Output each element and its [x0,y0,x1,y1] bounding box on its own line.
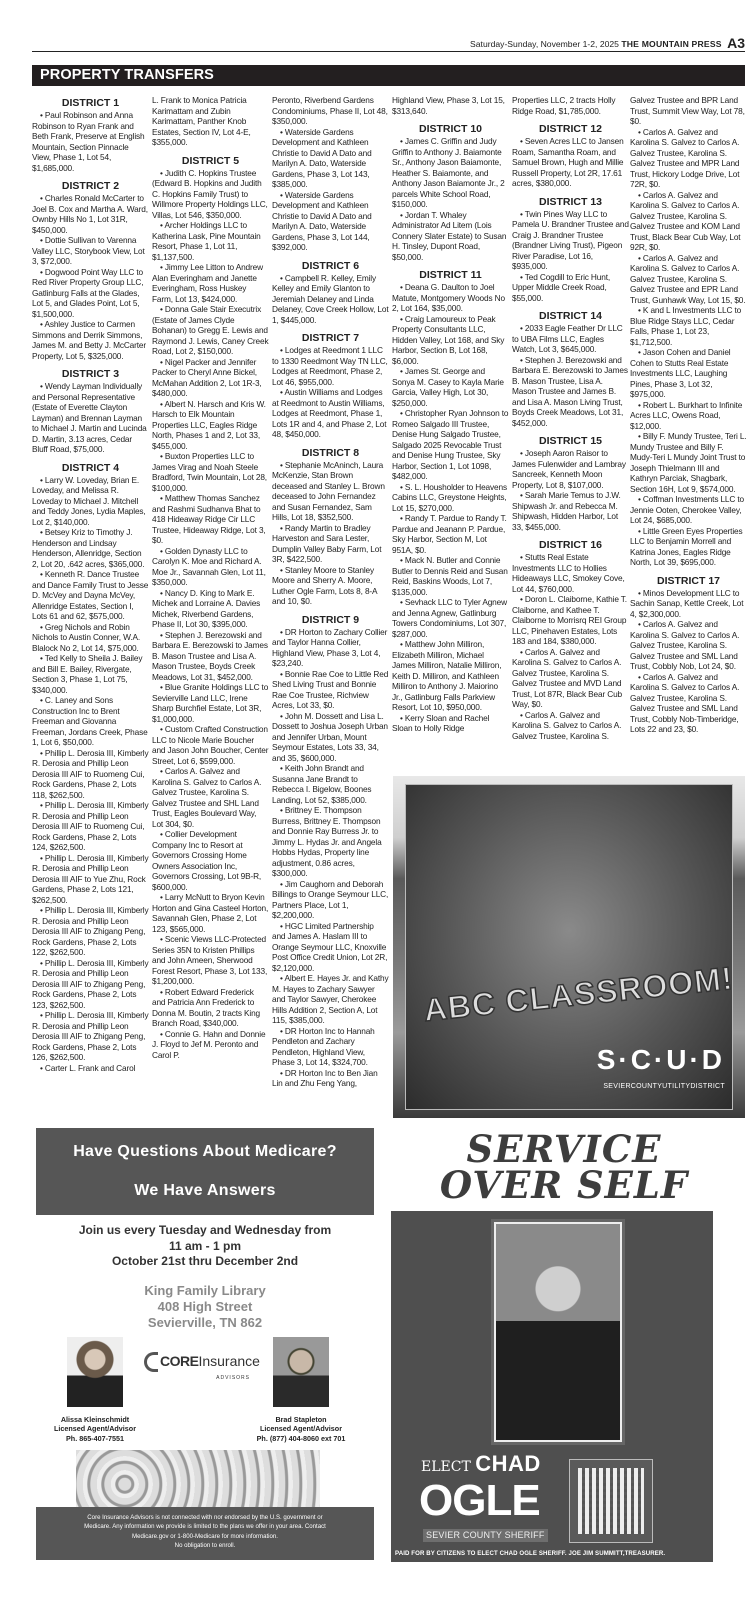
transfer-entry: • Paul Robinson and Anna Robinson to Ryan Frank and Beth Frank, Preserve at English Mountain, Section Pinnacle View, Phase 1, Lot 54, $1,685,000. [32,110,149,173]
transfer-entry: • Stephen J. Berezowski and Barbara E. Berezowski to James B. Mason Trustee and Lisa A. Mason Trustee, Boyds Creek Meadows, Lot 31, $452,000. [152,630,269,683]
transfer-entry: • Carlos A. Galvez and Karolina S. Galvez to Carlos A. Galvez Trustee, Karolina S. Galvez Trustee and MPR Land Trust, Hickory Lodge Drive, Lot 72R, $0. [630,127,747,190]
agent-title: Licensed Agent/Advisor [259,1424,342,1434]
transfer-entry: • Carlos A. Galvez and Karolina S. Galvez to Carlos A. Galvez Trustee, Karolina S. Galvez Trustee and SHL Land Trust, Eagles Boulevard Way, Lot 304, $0. [152,766,269,829]
schedule-line: October 21st thru December 2nd [111,1254,299,1268]
transfer-entry: • Blue Granite Holdings LLC to Sevierville Land LLC, Irene Sharp Burchfiel Estate, Lot 3R, $1,000,000. [152,682,269,724]
campaign-slogan [383,1127,745,1207]
transfer-entry: • Archer Holdings LLC to Katherina Lask, Pine Mountain Resort, Phase 1, Lot 11, $1,137,500. [152,220,269,262]
agent-info [30,1415,160,1443]
transfer-entry: • Matthew John Milliron, Elizabeth Milliron, Michael James Milliron, Natalie Milliron, Keith D. Milliron, and Kathleen Milliron to Anthony J. Maiorino Jr., Gatlinburg Falls Parkview Resort, Lot 10, $950,000. [392,639,509,713]
paper-name: THE MOUNTAIN PRESS [621,39,722,49]
slogan-line: SERVICE [466,1127,662,1171]
qr-code[interactable] [569,1459,653,1543]
transfer-entry: • S. L. Housholder to Heavens Cabins LLC, Greystone Heights, Lot 15, $270,000. [392,482,509,514]
transfer-entry: • Phillip L. Derosia III, Kimberly R. Derosia and Phillip Leon Derosia III AIF to Yue Zhu, Rock Gardens, Phase 2, Lots 121, $262,500. [32,853,149,906]
scud-classroom-photo [393,776,745,1118]
transfer-entry: • Sevhack LLC to Tyler Agnew and Jenna Agnew, Gatlinburg Towers Condominiums, Lot 307, $287,000. [392,597,509,639]
agent-name: Alissa Kleinschmidt [60,1415,130,1424]
district-heading: DISTRICT 9 [301,613,360,626]
district-heading: DISTRICT 1 [61,97,120,109]
transfer-entry: • Waterside Gardens Development and Kathleen Christie to David A Dato and Marilyn A. Dato, Waterside Gardens, Phase 3, Lot 144, $392,000. [272,190,389,253]
classroom-sign: ABC CLASSROOM! [421,959,735,1029]
transfer-entry: • Golden Dynasty LLC to Carolyn K. Moe and Richard A. Moe Jr., Savannah Glen, Lot 11, $350,000. [152,546,269,588]
agent-name: Brad Stapleton [275,1415,327,1424]
transfer-entry: • Carlos A. Galvez and Karolina S. Galvez to Carlos A. Galvez Trustee, Karolina S. Galvez Trustee and SML Land Trust, Cobbly Nob, Lot 24, $0. [630,619,747,672]
event-location [36,1283,374,1331]
transfer-entry: • DR Horton to Zachary Collier and Taylor Hanna Collier, Highland View, Phase 3, Lot 4, $23,240. [272,627,389,669]
disclaimer-line: Medicare.gov or 1-800-Medicare for more information. [132,1532,278,1540]
page-number: A3 [727,35,745,51]
transfer-entry: • Phillip L. Derosia III, Kimberly R. Derosia and Phillip Leon Derosia III AIF to Zhigang Peng, Rock Gardens, Phase 2, Lots 123, $262,500. [32,958,149,1011]
transfer-entry: • Carlos A. Galvez and Karolina S. Galvez to Carlos A. Galvez Trustee, Karolina S. Galvez Trustee and MVD Land Trust, Lot 87R, Black Bear Cub Way, $0. [512,647,629,710]
transfer-entry: • Mack N. Butler and Connie Butler to Dennis Reid and Susan Reid, Baskins Woods, Lot 7, $135,000. [392,555,509,597]
transfer-entry: • Campbell R. Kelley, Emily Kelley and Emily Glanton to Jeremiah Delaney and Linda Delaney, Cove Creek Hollow, Lot 1, $445,000. [272,273,389,326]
transfer-entry: • Dogwood Point Way LLC to Red River Property Group LLC, Gatlinburg Falls at the Glades, Lot 5, and Glades Point, Lot 5, $1,500,000. [32,267,149,320]
transfer-entry: • Kerry Sloan and Rachel Sloan to Holly Ridge [392,713,509,734]
transfer-entry: • Greg Nichols and Robin Nichols to Austin Conner, W.A. Blalock No 2, Lot 14, $75,000. [32,622,149,654]
text-column [272,95,389,1125]
district-heading: DISTRICT 8 [301,446,360,459]
district-heading: DISTRICT 17 [656,574,720,587]
transfer-entry: • Betsey Kriz to Timothy J. Henderson and Lindsay Henderson, Allenridge, Section 2, Lot 20, .642 acres, $365,000. [32,527,149,569]
agent-phone: Ph. (877) 404-8060 ext 701 [256,1433,346,1443]
transfer-entry: • Carlos A. Galvez and Karolina S. Galvez to Carlos A. Galvez Trustee, Karolina S. Galvez Trustee and SML Land Trust, Cobbly Nob-Timberidge, Lots 22 and 23, $0. [630,672,747,735]
elect-word: ELECT [421,1459,471,1475]
transfer-entry: • Robert L. Burkhart to Infinite Acres LLC, Owens Road, $12,000. [630,400,747,432]
transfer-entry: Peronto, Riverbend Gardens Condominiums, Phase II, Lot 48, $350,000. [272,95,388,126]
district-heading: DISTRICT 12 [538,123,602,135]
transfer-entry: • Ashley Justice to Carmen Simmons and Derrik Simmons, James M. and Betty J. McCarter Property, Lot 5, $325,000. [32,319,149,361]
medicare-ad [36,1128,374,1560]
transfer-entry: • Connie G. Hahn and Donnie J. Floyd to Jef M. Peronto and Carol P. [152,1029,269,1061]
transfer-entry: • Custom Crafted Construction LLC to Nicole Marie Boucher and Jason John Boucher, Center Street, Lot 6, $599,000. [152,724,269,766]
transfer-entry: • Phillip L. Derosia III, Kimberly R. Derosia and Phillip Leon Derosia III AIF to Ruomeng Cui, Rock Gardens, Phase 2, Lots 124, $262,500. [32,800,149,853]
sheriff-campaign-ad [383,1125,745,1562]
transfer-entry: • Carter L. Frank and Carol [32,1063,149,1074]
transfer-entry: • Albert N. Harsch and Kris W. Harsch to Elk Mountain Properties LLC, Eagles Ridge North, Phases 1 and 2, Lot 33, $455,000. [152,399,269,452]
text-column [630,95,747,775]
district-heading: DISTRICT 6 [301,259,360,272]
transfer-entry: • Jimmy Lee Litton to Andrew Alan Everingham and Janette Everingham, Ross Huskey Farm, Lot 13, $424,000. [152,262,269,304]
district-heading: DISTRICT 11 [419,269,482,281]
agent-photo [273,1337,329,1407]
transfer-entry: • Sarah Marie Temus to J.W. Shipwash Jr. and Rebecca M. Shipwash, Hidden Harbor, Lot 33, $455,000. [512,490,629,532]
transfer-entry: • James St. George and Sonya M. Casey to Kayla Marie Garcia, Valley High, Lot 30, $250,000. [392,366,509,408]
transfer-entry: • Christopher Ryan Johnson to Romeo Salgado III Trustee, Denise Hung Salgado Trustee, Salgado 2025 Revocable Trust and Denise Hung Trustee, Sky Harbor, Section 1, Lot 1098, $482,000. [392,408,509,482]
schedule-line: 11 am - 1 pm [168,1238,242,1253]
campaign-panel [391,1211,713,1562]
transfer-entry: • Judith C. Hopkins Trustee (Edward B. Hopkins and Judith C. Hopkins Family Trust) to Willmore Property Holdings LLC, Villas, Lot 546, $350,000. [152,168,269,221]
transfer-entry: • Jason Cohen and Daniel Cohen to Stutts Real Estate Investments LLC, Laughing Pines, Phase 3, Lot 32, $975,000. [630,347,747,400]
transfer-entry: • John M. Dossett and Lisa L. Dossett to Joshua Joseph Urban and Jennifer Urban, Mount Seymour Estates, Lots 33, 34, and 35, $600,000. [272,711,389,764]
transfer-entry: • James C. Griffin and Judy Griffin to Anthony J. Baiamonte Sr., Anthony Jason Baiamonte, Heather S. Baiamonte, and Anthony Jason Baiamonte Jr., 2 parcels White School Road, $150,000. [392,136,509,210]
transfer-entry: • Jordan T. Whaley Administrator Ad Litem (Lois Connery Slater Estate) to Susan H. Tinsley, Dupont Road, $50,000. [392,210,509,263]
disclaimer-line: Medicare. Any information we provide is limited to the plans we offer in your area. Contact [84,1523,326,1531]
transfer-entry: • Phillip L. Derosia III, Kimberly R. Derosia and Phillip Leon Derosia III AIF to Ruomeng Cui, Rock Gardens, Phase 2, Lots 118, $262,500. [32,748,149,801]
district-heading: DISTRICT 7 [301,332,360,344]
candidate-first-name: CHAD [475,1451,541,1476]
disclaimer-line: No obligation to enroll. [174,1541,236,1549]
section-title: PROPERTY TRANSFERS [32,65,745,86]
text-column [32,95,149,1125]
transfer-entry: • Dottie Sullivan to Varenna Valley LLC, Storybook View, Lot 3, $72,000. [32,235,149,267]
transfer-entry: • Stephen J. Berezowski and Barbara E. Berezowski to James B. Mason Trustee, Lisa A. Mason Trustee and James B. and Lisa A. Mason Living Trust, Boyds Creek Meadows, Lot 31, $452,000. [512,355,629,429]
medicare-headline: Have Questions About Medicare? [73,1143,337,1160]
transfer-entry: • Carlos A. Galvez and Karolina S. Galvez to Carlos A. Galvez Trustee, Karolina S. Galvez Trustee and KOM Land Trust, Black Bear Cub Way, Lot 92R, $0. [630,190,747,253]
scud-logo-subtitle: SEVIERCOUNTYUTILITYDISTRICT [603,1083,725,1090]
transfer-entry: • Coffman Investments LLC to Jennie Ooten, Cherokee Valley, Lot 24, $685,000. [630,494,747,526]
transfer-entry: • Stutts Real Estate Investments LLC to Hollies Hideaways LLC, Smokey Cove, Lot 44, $760,000. [512,552,629,594]
transfer-entry: • DR Horton Inc to Ben Jian Lin and Zhu Feng Yang, [272,1068,389,1089]
agent-photo [67,1337,123,1407]
disclaimer-line: Core Insurance Advisors is not connected with nor endorsed by the U.S. government or [87,1514,323,1521]
transfer-entry: • Seven Acres LLC to Jansen Roam, Samantha Roam, and Samuel Brown, Hugh and Millie Russell Property, Lot 2R, 17.61 acres, $380,000. [512,136,629,189]
candidate-photo [491,1219,625,1445]
transfer-entry: • DR Horton Inc to Hannah Pendleton and Zachary Pendleton, Highland View, Phase 3, Lot 14, $324,700. [272,1026,389,1068]
text-column [392,95,509,775]
transfer-entry: • HGC Limited Partnership and James A. Haslam III to Orange Seymour LLC, Knoxville Post Office Credit Union, Lot 2R, $2,120,000. [272,921,389,974]
location-line: 408 High Street [157,1298,253,1314]
medicare-subhead: We Have Answers [134,1182,276,1199]
transfer-entry: • Scenic Views LLC-Protected Series 35N to Kristen Phillips and John Ameen, Sherwood Forest Resort, Phase 3, Lot 133, $1,200,000. [152,934,269,987]
transfer-entry: • Stanley Moore to Stanley Moore and Sherry A. Moore, Luther Ogle Farm, Lots 8, 8-A and 10, $0. [272,565,389,607]
text-column [152,95,269,1125]
transfer-entry: • Craig Lamoureux to Peak Property Consultants LLC, Hidden Valley, Lot 168, and Sky Harbor, Section B, Lot 168, $6,000. [392,314,509,367]
transfer-entry: • Nigel Packer and Jennifer Packer to Cheryl Anne Bickel, McMahan Addition 2, Lot 1R-3, $480,000. [152,357,269,399]
agent-title: Licensed Agent/Advisor [53,1424,136,1434]
transfer-entry: • Brittney E. Thompson Burress, Brittney E. Thompson and Donnie Ray Burress Jr. to Jimmy L. Hydas Jr. and Angela Hobbs Hydas, Property line adjustment, 0.86 acres, $300,000. [272,805,389,879]
event-schedule [36,1223,374,1270]
district-heading: DISTRICT 3 [61,368,120,380]
schedule-line: Join us every Tuesday and Wednesday from [78,1223,332,1237]
district-heading: DISTRICT 13 [538,195,602,208]
transfer-entry: • 2033 Eagle Feather Dr LLC to UBA Films LLC, Eagles Watch, Lot 3, $645,000. [512,323,629,355]
transfer-entry: • Joseph Aaron Raisor to James Fulenwider and Lambray Sancreek, Kenneth Moon Property, Lot 8, $107,000. [512,448,629,490]
transfer-entry: • Carlos A. Galvez and Karolina S. Galvez to Carlos A. Galvez Trustee, Karolina S. Galvez Trustee and EPR Land Trust, Gunhawk Way, Lot 15, $0. [630,253,747,306]
transfer-entry: • Little Green Eyes Properties LLC to Benjamin Morrell and Katrina Jones, Eagles Ridge North, Lot 39, $695,000. [630,526,747,568]
transfer-entry: • Buxton Properties LLC to James Virag and Noah Steele Bradford, Twin Mountain, Lot 28, $100,000. [152,451,269,493]
district-heading: DISTRICT 10 [418,123,482,135]
transfer-entry: • Ted Cogdill to Eric Hunt, Upper Middle Creek Road, $55,000. [512,272,629,304]
transfer-entry: • Kenneth R. Dance Trustee and Dance Family Trust to Jesse D. McVey and Dayna McVey, Allenridge Estates, Section I, Lots 61 and 62, $575,000. [32,569,149,622]
scud-logo: S·C·U·D [596,1044,725,1075]
core-insurance-logo: COREInsurance ADVISORS [144,1350,256,1386]
transfer-entry: • Nancy D. King to Mark E. Michek and Lorraine A. Davies Michek, Riverbend Gardens, Phase II, Lot 30, $395,000. [152,588,269,630]
transfer-entry: • Carlos A. Galvez and Karolina S. Galvez to Carlos A. Galvez Trustee, Karolina S. [512,710,629,742]
district-heading: DISTRICT 5 [181,154,240,167]
candidate-last-name: OGLE [419,1476,540,1525]
transfer-entry: • Ted Kelly to Sheila J. Bailey and Bill E. Bailey, Rivergate, Section 3, Phase 1, Lot 75, $340,000. [32,653,149,695]
office-label: SEVIER COUNTY SHERIFF [423,1529,548,1542]
transfer-entry: • Deana G. Daulton to Joel Matute, Montgomery Woods No 2, Lot 164, $35,000. [392,282,509,314]
transfer-entry: • Stephanie McAninch, Laura McKenzie, Stan Brown deceased and Stanley L. Brown deceased to John Fernandez and Susan Fernandez, Sam Hills, Lot 18, $352,500. [272,460,389,523]
transfer-entry: • Billy F. Mundy Trustee, Teri L. Mundy Trustee and Billy F. Mudy-Teri L Mundy Joint Trust to Joseph Thielmann III and Kathryn Parciak, Shagbark, Section 16H, Lot 9, $574,000. [630,431,747,494]
transfer-entry: • K and L Investments LLC to Blue Ridge Stays LLC, Cedar Falls, Phase 1, Lot 23, $1,712,500. [630,305,747,347]
transfer-entry: Properties LLC, 2 tracts Holly Ridge Road, $1,785,000. [512,95,616,116]
transfer-entry: • Wendy Layman Individually and Personal Representative (Estate of Everette Clayton Layman) and Brennan Layman to Michael J. Martin and Lucinda D. Martin, 3.13 acres, Cedar Bluff Road, $75,000. [32,381,149,455]
text-column [512,95,629,775]
location-line: Sevierville, TN 862 [147,1314,263,1330]
transfer-entry: • Albert E. Hayes Jr. and Kathy M. Hayes to Zachary Sawyer and Taylor Sawyer, Cherokee Hills Addition 2, Section A, Lot 115, $385,000. [272,973,389,1026]
seniors-crowd-photo [76,1450,320,1507]
transfer-entry: Galvez Trustee and BPR Land Trust, Summit View Way, Lot 78, $0. [630,95,745,126]
transfer-entry: • Collier Development Company Inc to Resort at Governors Crossing Home Owners Association Inc, Governors Crossing, Lot 9B-R, $600,000. [152,829,269,892]
transfer-entry: • Waterside Gardens Development and Kathleen Christie to David A Dato and Marilyn A. Dato, Waterside Gardens, Phase 3, Lot 143, $385,000. [272,127,389,190]
transfer-entry: • Austin Williams and Lodges at Reedmont to Austin Williams, Lodges at Reedmont, Phase 1, Lots 1R and 4, and Phase 2, Lot 48, $450,000. [272,387,389,440]
transfer-entry: • C. Laney and Sons Construction Inc to Brent Freeman and Giovanna Freeman, Jordans Creek, Phase 1, Lot 6, $50,000. [32,695,149,748]
transfer-entry: • Keith John Brandt and Susanna Jane Brandt to Rebecca I. Bigelow, Boones Landing, Lot 52, $385,000. [272,763,389,805]
medicare-header [36,1128,374,1215]
paid-for-disclaimer: PAID FOR BY CITIZENS TO ELECT CHAD OGLE SHERIFF. JOE JIM SUMMITT,TREASURER. [395,1550,666,1557]
district-heading: DISTRICT 16 [538,539,602,551]
transfer-entry: • Bonnie Rae Coe to Little Red Shed Living Trust and Bonnie Rae Coe Trustee, Richview Acres, Lot 33, $0. [272,669,389,711]
slogan-line: OVER SELF [439,1163,689,1207]
transfer-entry: • Robert Edward Frederick and Patricia Ann Frederick to Donna M. Boutin, 2 tracts King Branch Road, $340,000. [152,987,269,1029]
location-line: King Family Library [144,1282,266,1298]
transfer-entry: • Larry W. Loveday, Brian E. Loveday, and Melissa R. Loveday to Michael J. Mitchell and Teddy Jones, Lydia Maples, Lot 2, $140,000. [32,475,149,528]
transfer-entry: • Randy Martin to Bradley Harveston and Sara Lester, Dumplin Valley Baby Farm, Lot 3R, $422,500. [272,523,389,565]
transfer-entry: • Phillip L. Derosia III, Kimberly R. Derosia and Phillip Leon Derosia III AIF to Zhigang Peng, Rock Gardens, Phase 2, Lots 126, $262,500. [32,1010,149,1063]
transfer-entry: • Doron L. Claiborne, Kathie T. Claiborne, and Kathee T. Claiborne to Morrisrq REI Group LLC, Pinehaven Estates, Lots 183 and 184, $380,000. [512,594,629,647]
transfer-entry: • Donna Gale Stair Executrix (Estate of James Clyde Bohanan) to Gregg E. Lewis and Raymond J. Lewis, Caney Creek Road, Lot 2, $150,000. [152,304,269,357]
district-heading: DISTRICT 2 [61,180,120,192]
transfer-entry: • Twin Pines Way LLC to Pamela U. Brandner Trustee and Craig J. Brandner Trustee (Brandner Living Trust), Pigeon River Paradise, Lot 16, $935,000. [512,209,629,272]
transfer-entry: • Phillip L. Derosia III, Kimberly R. Derosia and Phillip Leon Derosia III AIF to Zhigang Peng, Rock Gardens, Phase 2, Lots 122, $262,500. [32,905,149,958]
medicare-disclaimer [36,1507,374,1560]
district-heading: DISTRICT 4 [61,461,120,474]
transfer-entry: Highland View, Phase 3, Lot 15, $313,640. [392,95,505,116]
transfer-entry: L. Frank to Monica Patricia Karimattam and Zubin Karimattam, Panther Knob Estates, Section IV, Lot 4-E, $355,000. [152,95,251,147]
agent-phone: Ph. 865-407-7551 [66,1433,124,1443]
transfer-entry: • Minos Development LLC to Sachin Sanap, Kettle Creek, Lot 4, $2,300,000. [630,588,747,620]
transfer-entry: • Charles Ronald McCarter to Joel B. Cox and Martha A. Ward, Ownby Hills No 1, Lot 31R, $450,000. [32,193,149,235]
transfer-entry: • Larry McNutt to Bryon Kevin Horton and Gina Casteel Horton, Savannah Glen, Phase 2, Lot 123, $565,000. [152,892,269,934]
transfer-entry: • Matthew Thomas Sanchez and Rashmi Sudhanva Bhat to 418 Hideaway Ridge Cir LLC Trustee, Hideaway Ridge, Lot 3, $0. [152,493,269,546]
issue-date: Saturday-Sunday, November 1-2, 2025 [470,39,619,49]
transfer-entry: • Lodges at Reedmont 1 LLC to 1330 Reedmont Way TN LLC, Lodges at Reedmont, Phase 2, Lot 46, $955,000. [272,345,389,387]
masthead [32,36,745,52]
district-heading: DISTRICT 15 [538,435,602,447]
elect-line [421,1451,541,1477]
transfer-entry: • Randy T. Pardue to Randy T. Pardue and Jeanann P. Pardue, Sky Harbor, Section M, Lot 951A, $0. [392,513,509,555]
transfer-entry: • Jim Caughorn and Deborah Billings to Orange Seymour LLC, Partners Place, Lot 1, $2,200,000. [272,879,389,921]
agent-info [236,1415,366,1443]
district-heading: DISTRICT 14 [538,310,602,322]
